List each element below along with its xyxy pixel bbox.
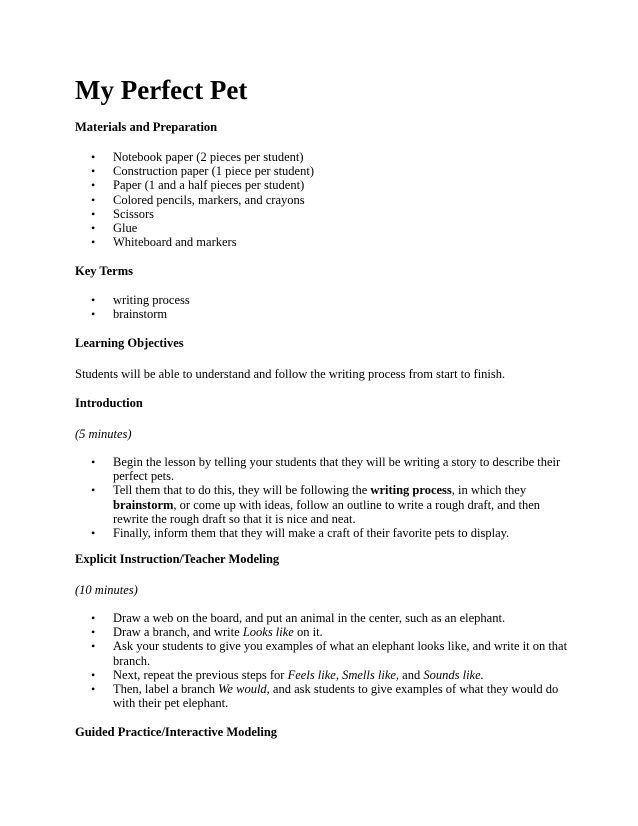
list-item: • Then, label a branch We would, and ask students to give examples of what they would do with their pet elephant. [91, 682, 559, 711]
list-item: • Whiteboard and markers [91, 235, 237, 250]
introduction-time: (5 minutes) [75, 427, 132, 441]
list-item: • Draw a branch, and write Looks like on it. [91, 625, 323, 640]
bullet-icon: • [91, 293, 96, 307]
bullet-icon: • [91, 192, 96, 207]
list-item: • Paper (1 and a half pieces per student) [91, 178, 305, 193]
page-title: My Perfect Pet [75, 75, 248, 105]
bullet-icon: • [91, 178, 96, 193]
explicit-heading: Explicit Instruction/Teacher Modeling [75, 552, 280, 566]
materials-list [0, 150, 638, 249]
list-item: • Scissors [91, 206, 154, 221]
key-terms-list [0, 293, 638, 321]
bullet-icon: • [91, 483, 96, 498]
objectives-heading: Learning Objectives [75, 336, 184, 350]
list-item: • Glue [91, 221, 138, 236]
list-item: • Ask your students to give you examples of what an elephant looks like, and write it on that branch. [91, 639, 568, 668]
bullet-icon: • [91, 625, 96, 640]
list-item: • brainstorm [91, 307, 168, 322]
materials-heading: Materials and Preparation [75, 120, 218, 134]
list-item: • Colored pencils, markers, and crayons [91, 192, 305, 207]
list-item: • Draw a web on the board, and put an animal in the center, such as an elephant. [91, 611, 506, 625]
list-item: • Begin the lesson by telling your students that they will be writing a story to describe their perfect pets. [91, 455, 561, 484]
bullet-icon: • [91, 639, 96, 654]
bullet-icon: • [91, 455, 96, 469]
bullet-icon: • [91, 206, 96, 221]
bullet-icon: • [91, 307, 96, 322]
objectives-text: Students will be able to understand and follow the writing process from start to finish. [75, 367, 506, 381]
list-item: • Notebook paper (2 pieces per student) [91, 150, 304, 164]
bullet-icon: • [91, 164, 96, 179]
bullet-icon: • [91, 611, 96, 625]
list-item: • Tell them that to do this, they will be following the writing process, in which they brainstorm, or come up with ideas, follow an outline to write a rough draft, and then rewrite the rough draft so that it is nice and neat. [91, 483, 540, 526]
bullet-icon: • [91, 221, 96, 236]
explicit-list [0, 611, 638, 710]
bullet-icon: • [91, 235, 96, 250]
introduction-heading: Introduction [75, 396, 143, 410]
list-item: • Construction paper (1 piece per student) [91, 164, 314, 179]
guided-heading: Guided Practice/Interactive Modeling [75, 725, 278, 739]
bullet-icon: • [91, 682, 96, 697]
list-item: • writing process [91, 293, 190, 307]
key-terms-heading: Key Terms [75, 264, 133, 278]
bullet-icon: • [91, 150, 96, 164]
bullet-icon: • [91, 526, 96, 541]
list-item: • Finally, inform them that they will make a craft of their favorite pets to display. [91, 526, 510, 541]
introduction-list [0, 455, 638, 540]
bullet-icon: • [91, 667, 96, 682]
explicit-time: (10 minutes) [75, 583, 138, 597]
list-item: • Next, repeat the previous steps for Feels like, Smells like, and Sounds like. [91, 667, 484, 682]
